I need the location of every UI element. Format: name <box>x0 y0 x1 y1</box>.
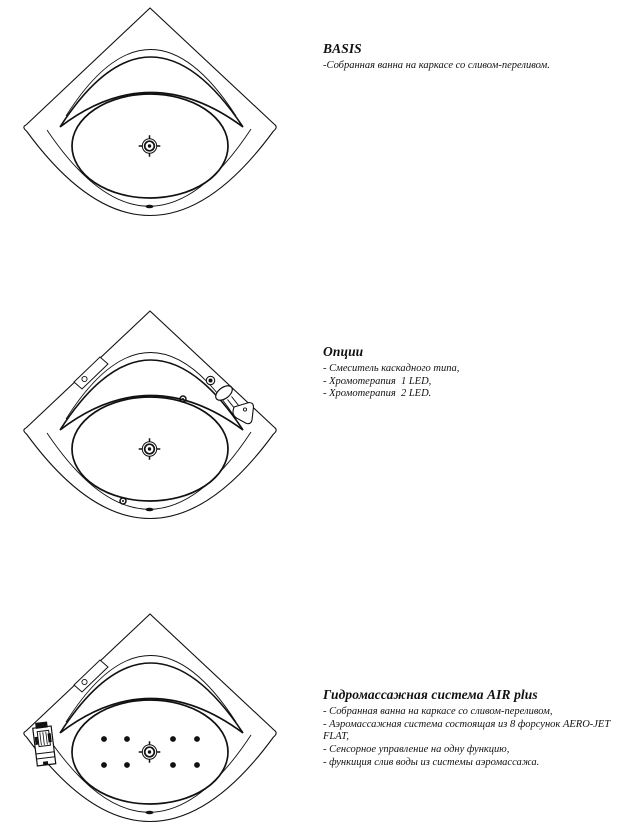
feature-line: -Собранная ванна на каркасе со сливом-переливом. <box>323 60 550 71</box>
air-blower-icon <box>32 721 56 766</box>
aero-jet-icon <box>194 736 200 742</box>
feature-line: - Смеситель каскадного типа, <box>323 363 460 374</box>
bath-diagram-basis <box>0 0 300 220</box>
section-title: Гидромассажная система AIR plus <box>323 687 538 702</box>
aero-jet-icon <box>170 762 176 768</box>
corner-bath-outline <box>24 614 276 822</box>
feature-line: - Собранная ванна на каркасе со сливом-переливом, <box>323 706 553 717</box>
feature-line: - Хромотерапия 2 LED. <box>323 388 432 400</box>
aero-jet-icon <box>170 736 176 742</box>
section-options-text <box>323 345 623 401</box>
aero-jet-icon <box>124 736 130 742</box>
aero-jet-icon <box>101 736 107 742</box>
cascade-mixer-icon <box>206 376 253 423</box>
aero-jet-icon <box>124 762 130 768</box>
section-title: Опции <box>323 344 364 359</box>
aero-jet-icon <box>194 762 200 768</box>
feature-line: - Сенсорное управление на одну функцию, <box>323 744 510 756</box>
aero-jet-icon <box>101 762 107 768</box>
section-basis-text <box>323 42 623 73</box>
bath-diagram-air-plus <box>0 606 300 826</box>
feature-line: - функиция слив воды из системы аэромассажа. <box>323 756 540 768</box>
section-air-plus-text <box>323 688 623 770</box>
corner-bath-outline <box>24 8 276 216</box>
bath-diagram-options <box>0 303 300 523</box>
feature-line: - Хромотерапия 1 LED, <box>323 375 432 387</box>
section-title: BASIS <box>323 41 362 56</box>
chromo-led-icon <box>120 498 126 504</box>
feature-line: - Аэромассажная система состоящая из 8 форсунок AERO-JET FLAT, <box>323 718 613 743</box>
